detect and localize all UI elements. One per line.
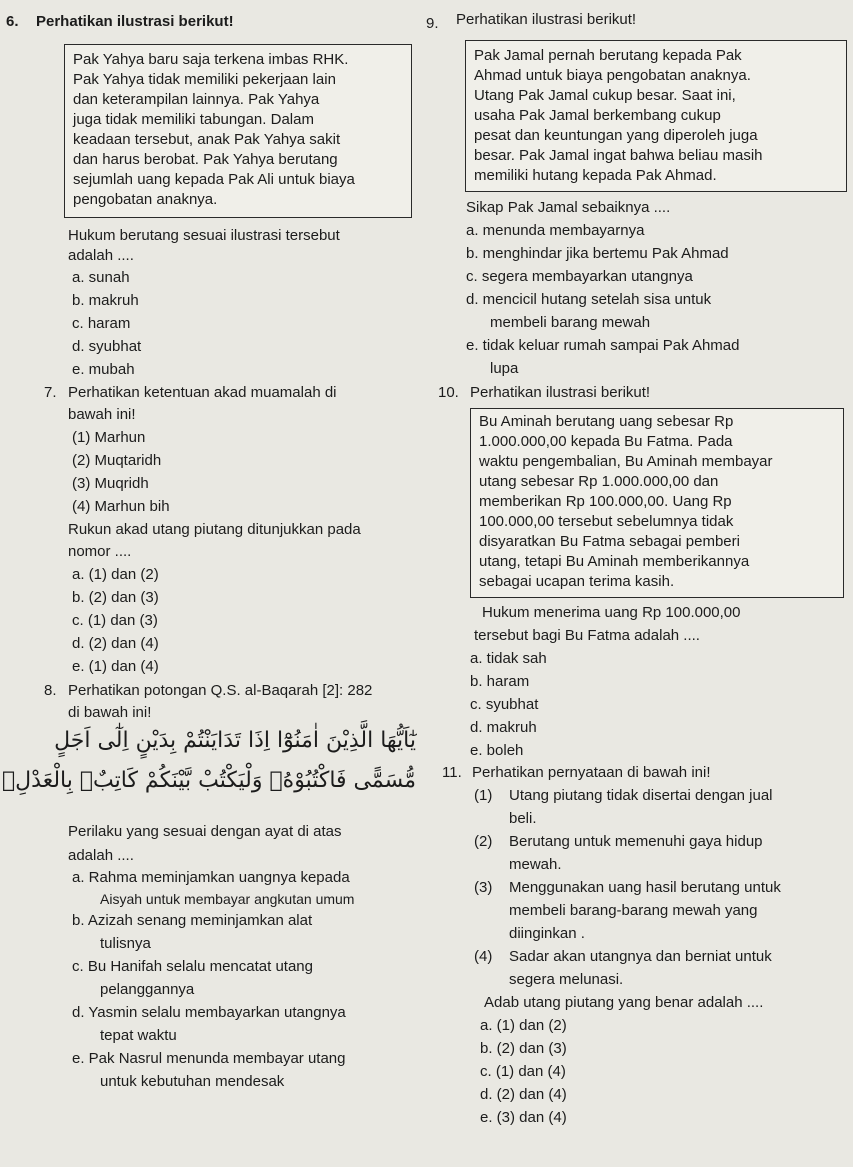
question-prompt: Perhatikan pernyataan di bawah ini! bbox=[472, 764, 711, 781]
question-number: 7. bbox=[44, 384, 57, 401]
option-e[interactable]: e. boleh bbox=[470, 742, 524, 759]
option-a[interactable]: a. menunda membayarnya bbox=[466, 222, 645, 239]
option-c[interactable]: c. segera membayarkan utangnya bbox=[466, 268, 693, 285]
box-line: Utang Pak Jamal cukup besar. Saat ini, bbox=[474, 87, 736, 104]
question-text: adalah .... bbox=[68, 847, 134, 864]
question-text: di bawah ini! bbox=[68, 704, 152, 721]
statement-text: beli. bbox=[509, 810, 537, 827]
question-text: Adab utang piutang yang benar adalah .... bbox=[484, 994, 764, 1011]
question-number: 11. bbox=[442, 764, 462, 781]
question-text: Sikap Pak Jamal sebaiknya .... bbox=[466, 199, 671, 216]
box-line: keadaan tersebut, anak Pak Yahya sakit bbox=[73, 131, 341, 148]
option-d[interactable]: d. mencicil hutang setelah sisa untuk bbox=[466, 291, 712, 308]
option-b[interactable]: b. makruh bbox=[72, 292, 139, 309]
statement-text: Berutang untuk memenuhi gaya hidup bbox=[509, 833, 763, 850]
box-line: usaha Pak Jamal berkembang cukup bbox=[474, 107, 721, 124]
option-c-continued: pelanggannya bbox=[100, 981, 195, 998]
question-text: Perilaku yang sesuai dengan ayat di atas bbox=[68, 823, 342, 840]
box-line: pengobatan anaknya. bbox=[73, 191, 218, 208]
option-d[interactable]: d. (2) dan (4) bbox=[72, 635, 159, 652]
option-a[interactable]: a. Rahma meminjamkan uangnya kepada bbox=[72, 869, 350, 886]
statement-item: (1) Marhun bbox=[72, 429, 146, 446]
option-a[interactable]: a. (1) dan (2) bbox=[480, 1017, 567, 1034]
statement-text: Utang piutang tidak disertai dengan jual bbox=[509, 787, 773, 804]
question-text: nomor .... bbox=[68, 543, 132, 560]
box-line: Ahmad untuk biaya pengobatan anaknya. bbox=[474, 67, 751, 84]
option-e-continued: lupa bbox=[490, 360, 519, 377]
question-text: tersebut bagi Bu Fatma adalah .... bbox=[474, 627, 700, 644]
box-line: dan keterampilan lainnya. Pak Yahya bbox=[73, 91, 320, 108]
option-a[interactable]: a. sunah bbox=[72, 269, 130, 286]
statement-number: (3) bbox=[474, 879, 493, 896]
statement-item: (3) Muqridh bbox=[72, 475, 149, 492]
box-line: 100.000,00 tersebut sebelumnya tidak bbox=[479, 513, 734, 530]
box-line: Pak Yahya baru saja terkena imbas RHK. bbox=[73, 51, 349, 68]
illustration-box bbox=[470, 408, 844, 598]
statement-text: membeli barang-barang mewah yang bbox=[509, 902, 758, 919]
option-c[interactable]: c. (1) dan (3) bbox=[72, 612, 158, 629]
option-d-continued: membeli barang mewah bbox=[490, 314, 651, 331]
illustration-box bbox=[465, 40, 847, 192]
option-d[interactable]: d. makruh bbox=[470, 719, 537, 736]
option-d[interactable]: d. syubhat bbox=[72, 338, 142, 355]
option-b[interactable]: b. haram bbox=[470, 673, 530, 690]
question-prompt: Perhatikan ilustrasi berikut! bbox=[36, 13, 234, 30]
statement-item: (4) Marhun bih bbox=[72, 498, 170, 515]
box-line: memiliki hutang kepada Pak Ahmad. bbox=[474, 167, 717, 184]
question-prompt: Perhatikan ilustrasi berikut! bbox=[456, 11, 637, 28]
option-e-continued: untuk kebutuhan mendesak bbox=[100, 1073, 285, 1090]
option-e[interactable]: e. (3) dan (4) bbox=[480, 1109, 567, 1126]
statement-number: (4) bbox=[474, 948, 493, 965]
option-e[interactable]: e. tidak keluar rumah sampai Pak Ahmad bbox=[466, 337, 740, 354]
statement-item: (2) Muqtaridh bbox=[72, 452, 162, 469]
statement-text: mewah. bbox=[509, 856, 562, 873]
option-b[interactable]: b. (2) dan (3) bbox=[72, 589, 159, 606]
question-text: adalah .... bbox=[68, 247, 134, 264]
question-text: Hukum berutang sesuai ilustrasi tersebut bbox=[68, 227, 340, 244]
box-line: utang, tetapi Bu Aminah memberikannya bbox=[479, 553, 750, 570]
option-b[interactable]: b. (2) dan (3) bbox=[480, 1040, 567, 1057]
box-line: memberikan Rp 100.000,00. Uang Rp bbox=[479, 493, 732, 510]
box-line: juga tidak memiliki tabungan. Dalam bbox=[73, 111, 314, 128]
box-line: 1.000.000,00 kepada Bu Fatma. Pada bbox=[479, 433, 733, 450]
statement-text: segera melunasi. bbox=[509, 971, 624, 988]
option-a[interactable]: a. tidak sah bbox=[470, 650, 547, 667]
option-c[interactable]: c. haram bbox=[72, 315, 131, 332]
option-d[interactable]: d. (2) dan (4) bbox=[480, 1086, 567, 1103]
box-line: utang sebesar Rp 1.000.000,00 dan bbox=[479, 473, 719, 490]
question-number: 10. bbox=[438, 384, 459, 401]
option-b-continued: tulisnya bbox=[100, 935, 151, 952]
statement-text: Menggunakan uang hasil berutang untuk bbox=[509, 879, 781, 896]
question-prompt: Perhatikan ilustrasi berikut! bbox=[470, 384, 651, 401]
statement-text: Sadar akan utangnya dan berniat untuk bbox=[509, 948, 772, 965]
question-text: Rukun akad utang piutang ditunjukkan pada bbox=[68, 521, 361, 538]
box-line: besar. Pak Jamal ingat bahwa beliau masih bbox=[474, 147, 763, 164]
box-line: dan harus berobat. Pak Yahya berutang bbox=[73, 151, 338, 168]
option-d[interactable]: d. Yasmin selalu membayarkan utangnya bbox=[72, 1004, 346, 1021]
question-number: 8. bbox=[44, 682, 57, 699]
box-line: sebagai ucapan terima kasih. bbox=[479, 573, 675, 590]
arabic-verse-line: يٰٓاَيُّهَا الَّذِيْنَ اٰمَنُوْٓا اِذَا تَدَايَنْتُمْ بِدَيْنٍ اِلٰٓى اَجَلٍ bbox=[54, 728, 416, 753]
option-b[interactable]: b. Azizah senang meminjamkan alat bbox=[72, 912, 313, 929]
box-line: waktu pengembalian, Bu Aminah membayar bbox=[479, 453, 773, 470]
question-text: Perhatikan ketentuan akad muamalah di bbox=[68, 384, 337, 401]
option-a[interactable]: a. (1) dan (2) bbox=[72, 566, 159, 583]
statement-number: (2) bbox=[474, 833, 493, 850]
arabic-verse-line: مُّسَمًّى فَاكْتُبُوْهُۗ وَلْيَكْتُبْ بَّيْنَكُمْ كَاتِبٌۢ بِالْعَدْلِۖ bbox=[1, 768, 416, 793]
box-line: Bu Aminah berutang uang sebesar Rp bbox=[479, 413, 734, 430]
statement-text: diinginkan . bbox=[509, 925, 585, 942]
option-c[interactable]: c. Bu Hanifah selalu mencatat utang bbox=[72, 958, 313, 975]
box-line: sejumlah uang kepada Pak Ali untuk biaya bbox=[73, 171, 355, 188]
question-number: 6. bbox=[6, 13, 19, 30]
box-line: Pak Jamal pernah berutang kepada Pak bbox=[474, 47, 742, 64]
illustration-box bbox=[64, 44, 412, 218]
box-line: pesat dan keuntungan yang diperoleh juga bbox=[474, 127, 758, 144]
question-number: 9. bbox=[426, 15, 439, 32]
option-c[interactable]: c. syubhat bbox=[470, 696, 539, 713]
option-e[interactable]: e. mubah bbox=[72, 361, 135, 378]
option-c[interactable]: c. (1) dan (4) bbox=[480, 1063, 566, 1080]
box-line: disyaratkan Bu Fatma sebagai pemberi bbox=[479, 533, 740, 550]
question-text: Perhatikan potongan Q.S. al-Baqarah [2]: 282 bbox=[68, 682, 373, 699]
option-d-continued: tepat waktu bbox=[100, 1027, 177, 1044]
question-text: bawah ini! bbox=[68, 406, 136, 423]
option-e[interactable]: e. (1) dan (4) bbox=[72, 658, 159, 675]
statement-number: (1) bbox=[474, 787, 493, 804]
box-line: Pak Yahya tidak memiliki pekerjaan lain bbox=[73, 71, 336, 88]
question-text: Hukum menerima uang Rp 100.000,00 bbox=[482, 604, 741, 621]
option-e[interactable]: e. Pak Nasrul menunda membayar utang bbox=[72, 1050, 346, 1067]
option-a-continued: Aisyah untuk membayar angkutan umum bbox=[100, 891, 355, 907]
option-b[interactable]: b. menghindar jika bertemu Pak Ahmad bbox=[466, 245, 729, 262]
